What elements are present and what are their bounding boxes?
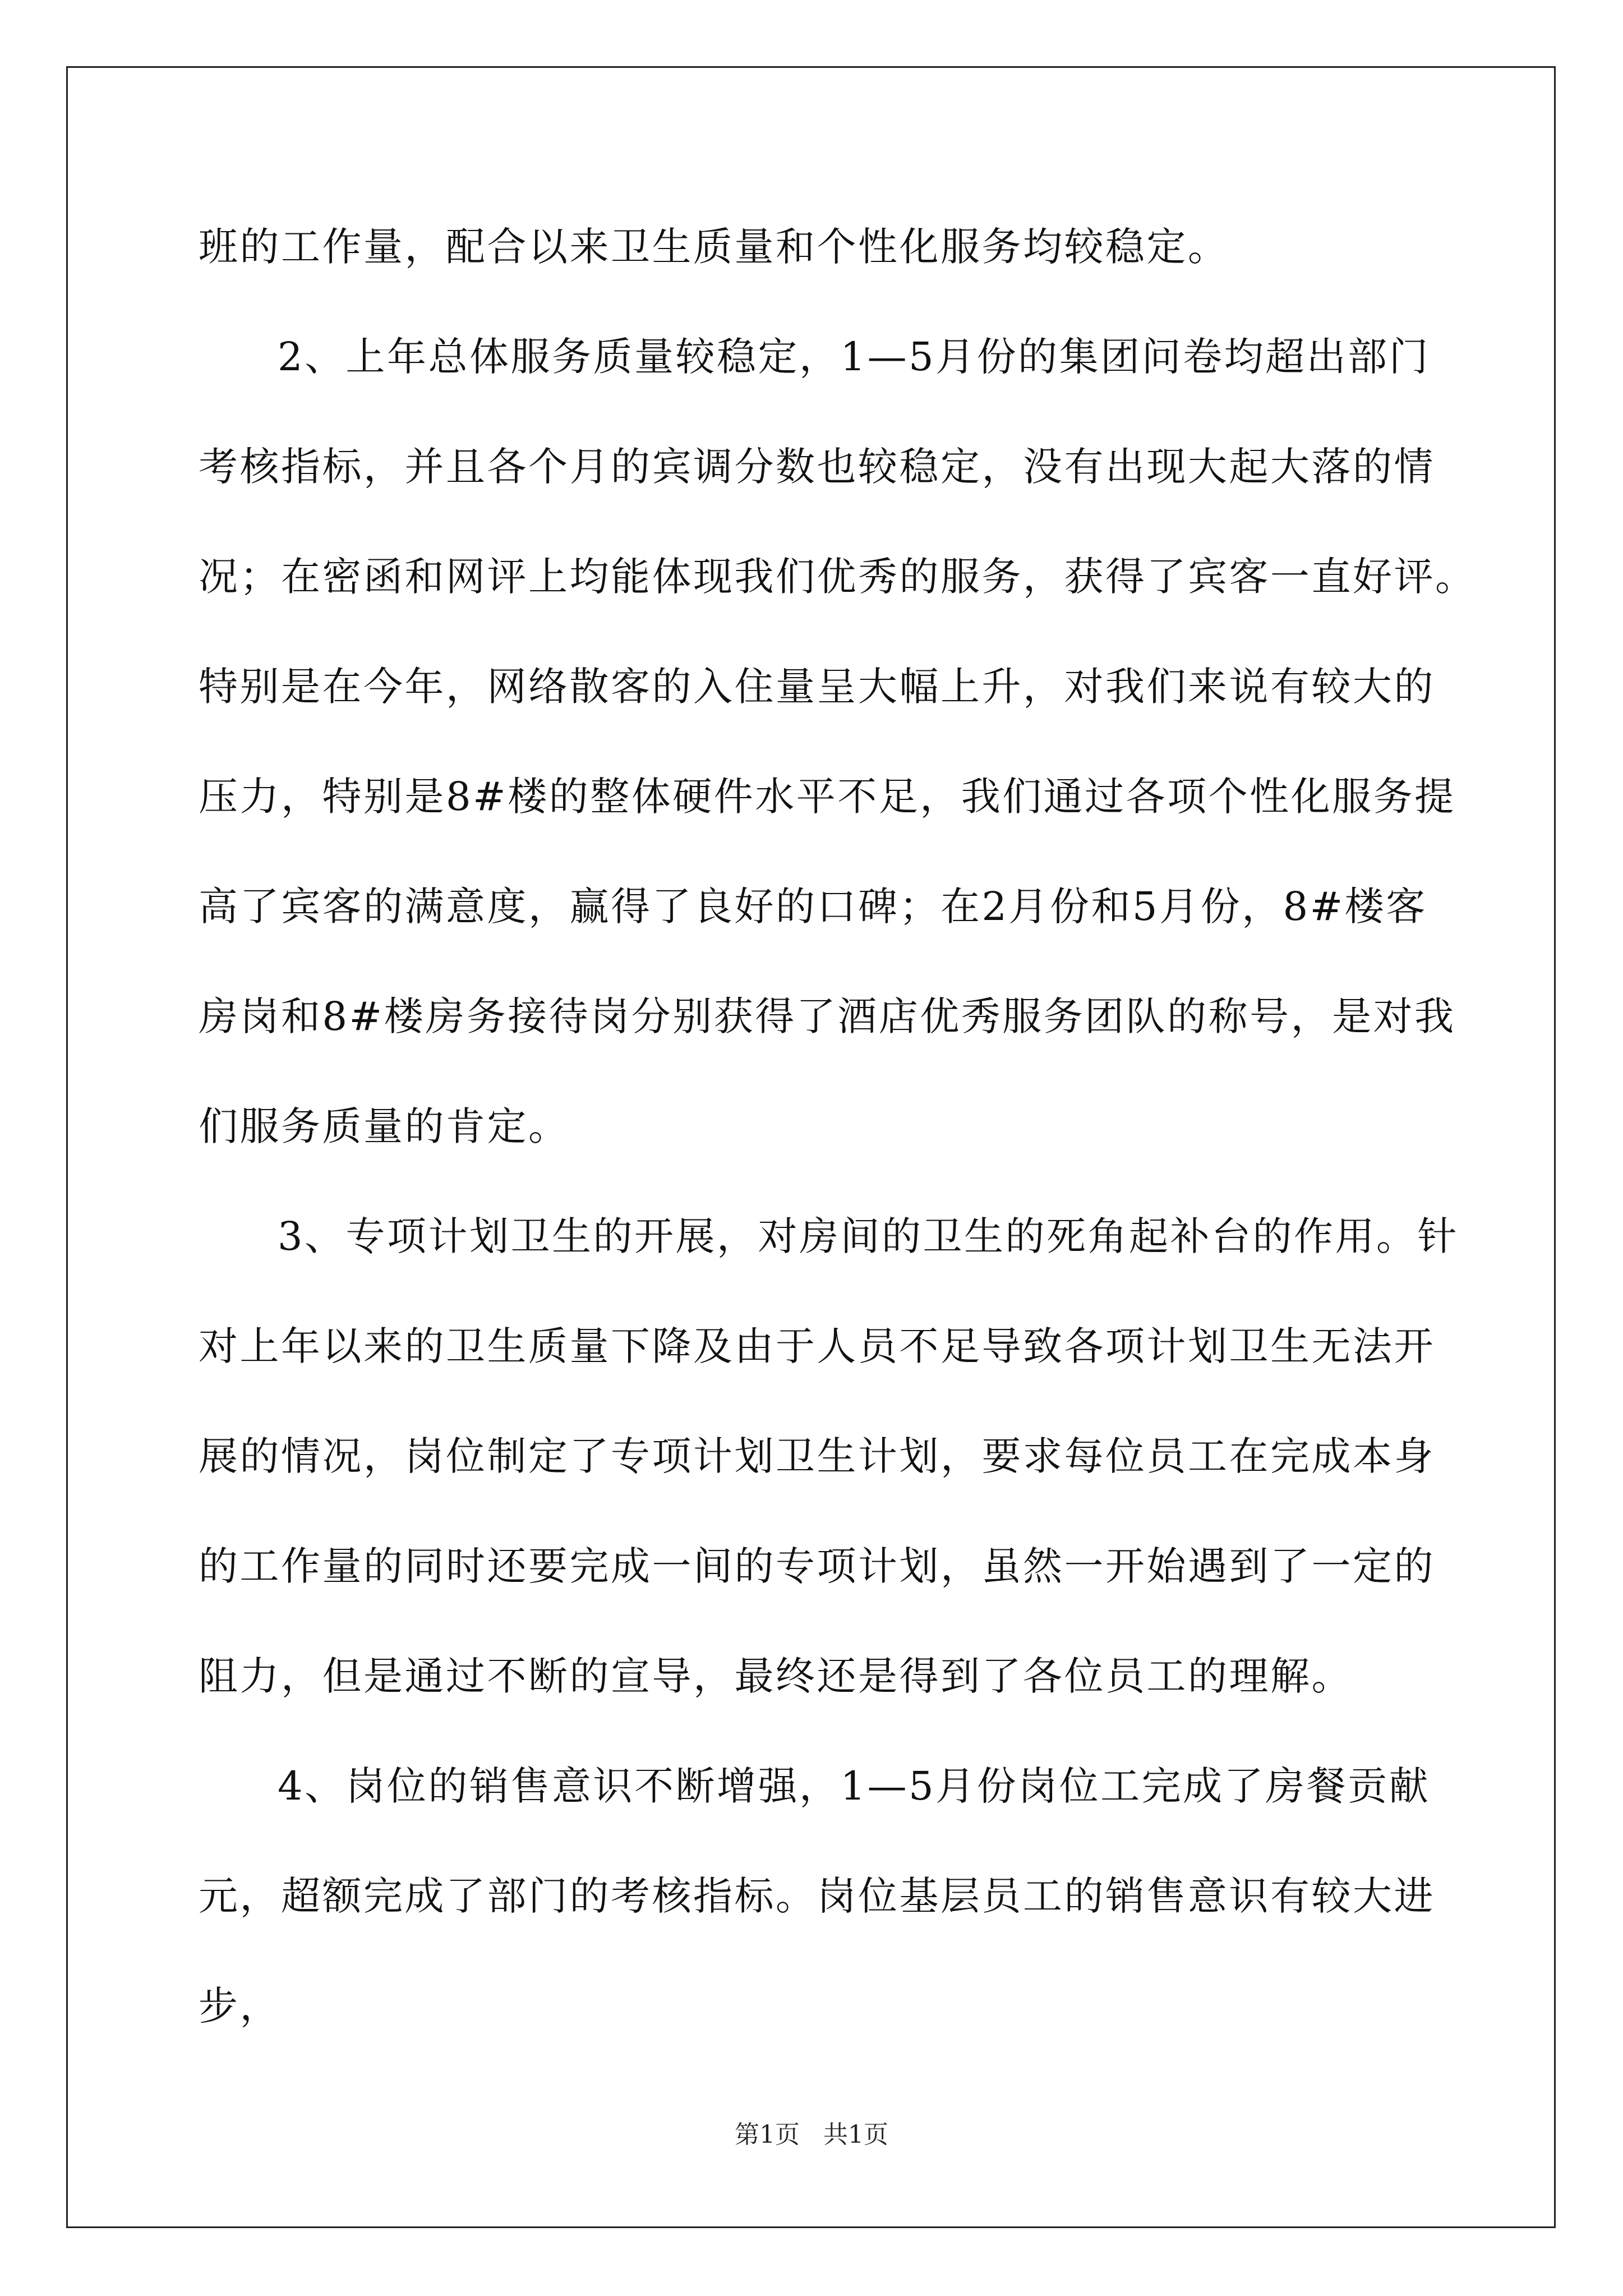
page-number-footer: 第1页 共1页 (735, 2120, 888, 2149)
text-line: 特别是在今年，网络散客的入住量呈大幅上升，对我们来说有较大的 (199, 664, 1435, 710)
text-line: 班的工作量，配合以来卫生质量和个性化服务均较稳定。 (199, 224, 1229, 270)
text-line: 况；在密函和网评上均能体现我们优秀的服务，获得了宾客一直好评。 (199, 554, 1477, 600)
text-line: 阻力，但是通过不断的宣导，最终还是得到了各位员工的理解。 (199, 1653, 1353, 1699)
text-line: 对上年以来的卫生质量下降及由于人员不足导致各项计划卫生无法开 (199, 1323, 1435, 1369)
text-line: 3、专项计划卫生的开展，对房间的卫生的死角起补台的作用。针 (278, 1213, 1459, 1259)
text-line: 房岗和8#楼房务接待岗分别获得了酒店优秀服务团队的称号，是对我 (199, 993, 1456, 1039)
text-line: 高了宾客的满意度，赢得了良好的口碑；在2月份和5月份，8#楼客 (199, 884, 1427, 930)
text-line: 4、岗位的销售意识不断增强，1—5月份岗位工完成了房餐贡献 (278, 1763, 1431, 1809)
text-line: 压力，特别是8#楼的整体硬件水平不足，我们通过各项个性化服务提 (199, 774, 1456, 820)
text-line: 们服务质量的肯定。 (199, 1103, 570, 1149)
text-line: 的工作量的同时还要完成一间的专项计划，虽然一开始遇到了一定的 (199, 1543, 1435, 1589)
text-line: 考核指标，并且各个月的宾调分数也较稳定，没有出现大起大落的情 (199, 444, 1435, 490)
text-line: 步， (199, 1983, 281, 2029)
text-line: 2、上年总体服务质量较稳定，1—5月份的集团问卷均超出部门 (278, 334, 1431, 380)
text-line: 展的情况，岗位制定了专项计划卫生计划，要求每位员工在完成本身 (199, 1433, 1435, 1479)
text-line: 元，超额完成了部门的考核指标。岗位基层员工的销售意识有较大进 (199, 1873, 1435, 1919)
